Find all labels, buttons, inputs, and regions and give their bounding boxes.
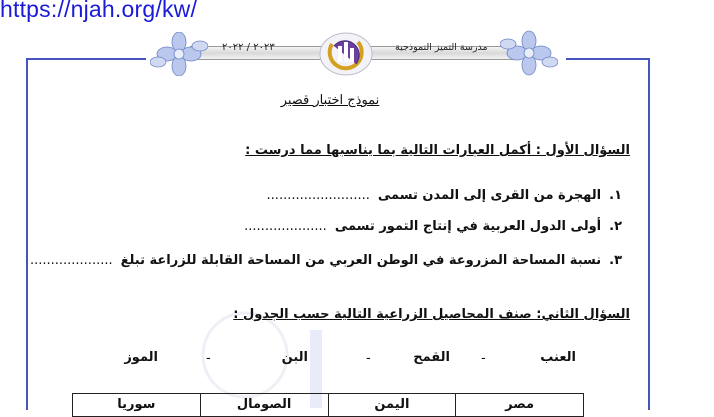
item-number: ١. [609,188,622,203]
crop-item: العنب [540,350,576,365]
classification-table [72,393,584,417]
answer-blank[interactable]: .................... [29,253,113,268]
flower-decoration-right-icon [500,30,558,76]
item-number: ٣. [609,253,622,268]
frame-border-left [26,58,28,410]
school-name: مدرسة التميز النموذجية [395,42,488,53]
table-header-cell: الصومال [200,394,328,416]
item-text: أولى الدول العربية في إنتاج التمور تسمى [334,219,602,234]
flower-decoration-left-icon [150,32,208,76]
crop-separator: - [206,351,211,366]
frame-border-right [648,58,650,410]
item-text: نسبة المساحة المزروعة في الوطن العربي من المساحة القابلة للزراعة تبلغ [120,253,602,268]
question-2-heading: السؤال الثاني: صنف المحاصيل الزراعية التالية حسب الجدول : [233,307,630,322]
crop-item: البن [281,350,308,365]
question-1-item [244,219,622,234]
answer-blank[interactable]: ......................... [266,188,370,203]
page-title: نموذج اختبار قصير [280,93,380,108]
table-header-cell: اليمن [328,394,456,416]
source-url[interactable]: https://njah.org/kw/ [0,0,198,22]
frame-border-top-right [566,58,650,60]
crop-item: الموز [124,350,158,365]
question-1-item [267,188,622,203]
item-text: الهجرة من القرى إلى المدن تسمى [377,188,602,203]
crop-item: القمح [413,350,450,365]
table-header-cell: مصر [455,394,583,416]
answer-blank[interactable]: .................... [244,219,327,234]
academic-year: ٢٠٢٣ / ٢٠٢٢ [222,42,275,53]
question-1-heading: السؤال الأول : أكمل العبارات التالية بما يناسبها مما درست : [245,143,630,158]
table-header-cell: سوريا [117,397,156,412]
question-1-item [30,253,622,268]
item-number: ٢. [609,219,622,234]
crop-separator: - [366,351,371,366]
crop-separator: - [481,351,486,366]
header-banner [150,30,560,78]
frame-border-top-left [26,58,146,60]
school-logo-icon [318,32,374,76]
